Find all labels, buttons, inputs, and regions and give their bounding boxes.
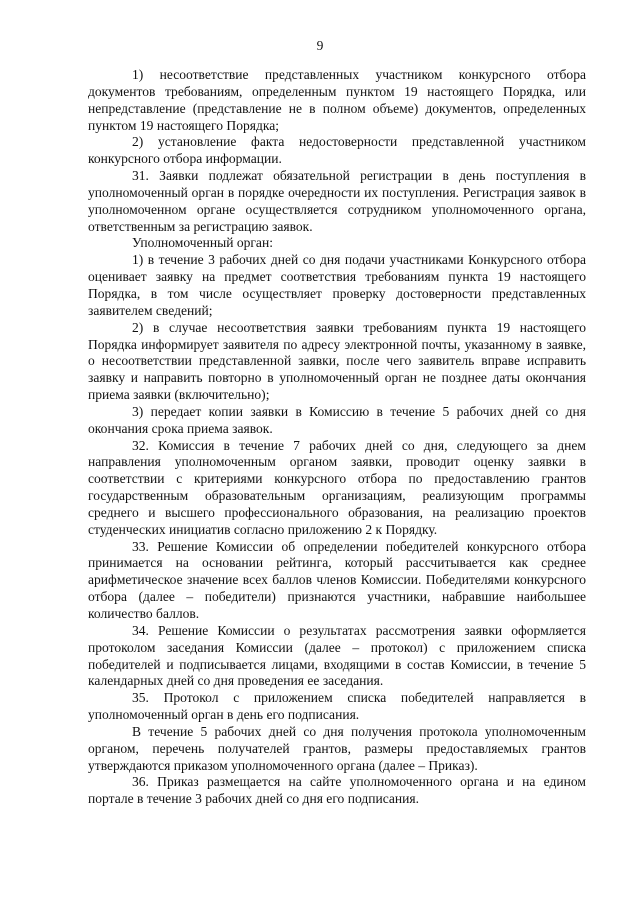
paragraph-authorized-body: Уполномоченный орган: [132,235,273,251]
paragraph-item-1-nonconformity: 1) несоответствие представленных участником конкурсного отбора документов требованиям, определенным пунктом 19 настоящего Порядка, или непредставление (представление не в полном объеме) документов, определенных пунктом 19 настоящего Порядка; [88,67,586,133]
paragraph-item-2-inaccuracy: 2) установление факта недостоверности представленной участником конкурсного отбора информации. [88,134,586,167]
paragraph-clause-31: 31. Заявки подлежат обязательной регистрации в день поступления в уполномоченный орган в порядке очередности их поступления. Регистрация заявок в уполномоченном органе осуществляется сотрудником уполномоченного органа, ответственным за регистрацию заявок. [88,168,586,234]
document-body [88,67,586,808]
paragraph-clause-33: 33. Решение Комиссии об определении победителей конкурсного отбора принимается на основании рейтинга, который рассчитывается как среднее арифметическое значение всех баллов членов Комиссии. Победителями конкурсного отбора (далее – победители) признаются участники, набравшие наибольшее количество баллов. [88,538,586,621]
paragraph-clause-36: 36. Приказ размещается на сайте уполномоченного органа и на едином портале в течение 3 рабочих дней со дня его подписания. [88,774,586,807]
paragraph-authorized-item-1: 1) в течение 3 рабочих дней со дня подачи участниками Конкурсного отбора оценивает заявку на предмет соответствия требованиям пункта 19 настоящего Порядка, в том числе осуществляет проверку достоверности представленных заявителем сведений; [88,252,586,318]
paragraph-authorized-item-3: 3) передает копии заявки в Комиссию в течение 5 рабочих дней со дня окончания срока приема заявок. [88,403,586,436]
page-number: 9 [316,38,324,53]
paragraph-authorized-item-2: 2) в случае несоответствия заявки требованиям пункта 19 настоящего Порядка информирует заявителя по адресу электронной почты, указанному в заявке, о несоответствии представленной заявки, после чего заявитель вправе исправить заявку и направить повторно в уполномоченный орган не позднее даты окончания приема заявки (включительно); [88,319,586,403]
paragraph-clause-34: 34. Решение Комиссии о результатах рассмотрения заявки оформляется протоколом заседания Комиссии (далее – протокол) с приложением списка победителей и подписывается лицами, входящими в состав Комиссии, в течение 5 календарных дней со дня проведения ее заседания. [88,622,586,689]
paragraph-clause-35: 35. Протокол с приложением списка победителей направляется в уполномоченный орган в день его подписания. [88,690,586,723]
paragraph-clause-32: 32. Комиссия в течение 7 рабочих дней со дня, следующего за днем направления уполномоченным органом заявки, проводит оценку заявки в соответствии с критериями конкурсного отбора по предоставлению грантов государственным образовательным организациям, реализующим программы среднего и высшего профессионального образования, на реализацию проектов студенческих инициатив согласно приложению 2 к Порядку. [88,437,586,537]
paragraph-order-approval: В течение 5 рабочих дней со дня получения протокола уполномоченным органом, перечень получателей грантов, размеры предоставляемых грантов утверждаются приказом уполномоченного органа (далее – Приказ). [88,723,586,773]
